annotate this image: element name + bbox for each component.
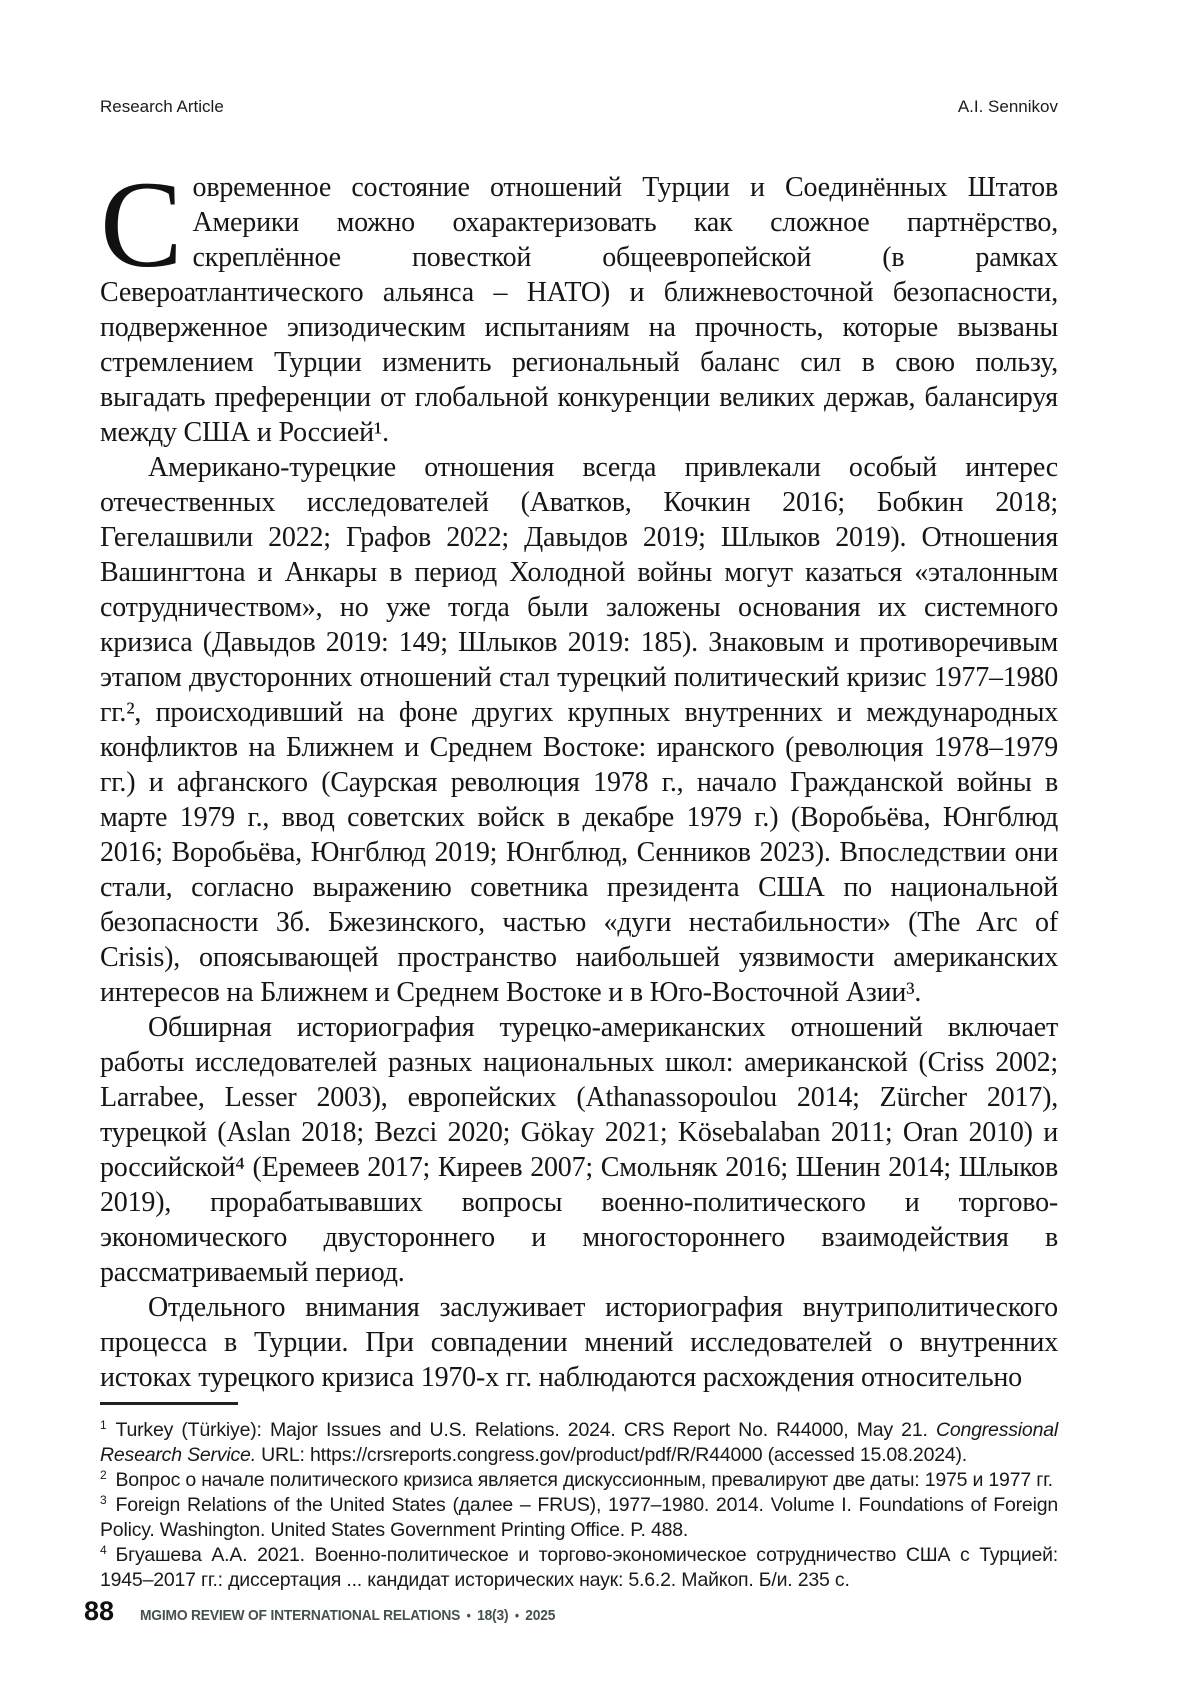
page-number: 88 [84, 1596, 115, 1626]
footnote-1-text: Turkey (Türkiye): Major Issues and U.S. Relations. 2024. CRS Report No. R44000, May 21. [115, 1419, 936, 1441]
paragraph-4: Отдельного внимания заслуживает историография внутриполитического процесса в Турции. При совпадении мнений исследователей о внутренних истоках турецкого кризиса 1970-х гг. наблюдаются расхождения относительно [100, 1292, 1058, 1393]
dropcap-letter: С [100, 156, 183, 293]
footnote-1-text-italic: Congressional Research Service. [100, 1419, 1058, 1466]
separator-dot: • [514, 1608, 519, 1623]
page-footer [84, 1596, 591, 1627]
separator-dot: • [466, 1608, 471, 1623]
footnote-2-text: Вопрос о начале политического кризиса является дискуссионным, превалируют две даты: 1975 и 1977 гг. [115, 1469, 1053, 1491]
paragraph-text: овременное состояние отношений Турции и Соединённых Штатов Америки можно охарактеризовать как сложное партнёрство, скреплённое повесткой общеевропейской (в рамках Североатлантического альянса – НАТО) и ближневосточной безопасности, подверженное эпизодическим испытаниям на прочность, которые вызваны стремлением Турции изменить региональный баланс сил в свою пользу, выгадать преференции от глобальной конкуренции великих держав, балансируя между США и Россией¹. [100, 172, 1058, 448]
publication-year: 2025 [525, 1607, 556, 1624]
article-body [100, 156, 1058, 1395]
footnote-1-marker: 1 [100, 1417, 107, 1432]
issue-number: 18(3) [477, 1607, 509, 1624]
footnote-4 [100, 1543, 1058, 1593]
footnote-3-marker: 3 [100, 1492, 107, 1507]
footnote-2-marker: 2 [100, 1467, 107, 1482]
footnote-4-marker: 4 [100, 1542, 107, 1557]
footnote-divider [100, 1402, 238, 1405]
journal-name-line [140, 1607, 555, 1624]
footnotes-section [100, 1402, 1058, 1593]
footnote-1 [100, 1418, 1058, 1468]
footnote-4-text: Бгуашева А.А. 2021. Военно-политическое и торгово-экономическое сотрудничество США с Турцией: 1945–2017 гг.: диссертация ... кандидат исторических наук: 5.6.2. Майкоп. Б/и. 235 с. [100, 1544, 1058, 1591]
footnote-3-text: Foreign Relations of the United States (далее – FRUS), 1977–1980. 2014. Volume I. Foundations of Foreign Policy. Washington. United States Government Printing Office. P. 488. [100, 1494, 1058, 1541]
footnote-3 [100, 1493, 1058, 1543]
page-header [100, 97, 1058, 117]
paragraph-1 [100, 156, 1058, 450]
author-name: A.I. Sennikov [957, 97, 1058, 116]
footnote-2 [100, 1468, 1058, 1493]
journal-name: MGIMO REVIEW OF INTERNATIONAL RELATIONS [140, 1607, 461, 1624]
footnote-1-url-text: URL: https://crsreports.congress.gov/product/pdf/R/R44000 (accessed 15.08.2024). [255, 1444, 968, 1466]
paragraph-2: Американо-турецкие отношения всегда привлекали особый интерес отечественных исследователей (Аватков, Кочкин 2016; Бобкин 2018; Гегелашвили 2022; Графов 2022; Давыдов 2019; Шлыков 2019). Отношения Вашингтона и Анкары в период Холодной войны могут казаться «эталонным сотрудничеством», но уже тогда были заложены основания их системного кризиса (Давыдов 2019: 149; Шлыков 2019: 185). Знаковым и противоречивым этапом двусторонних отношений стал турецкий политический кризис 1977–1980 гг.², происходивший на фоне других крупных внутренних и международных конфликтов на Ближнем и Среднем Востоке: иранского (революция 1978–1979 гг.) и афганского (Саурская революция 1978 г., начало Гражданской войны в марте 1979 г., ввод советских войск в декабре 1979 г.) (Воробьёва, Юнгблюд 2016; Воробьёва, Юнгблюд 2019; Юнгблюд, Сенников 2023). Впоследствии они стали, согласно выражению советника президента США по национальной безопасности Зб. Бжезинского, частью «дуги нестабильности» (The Arc of Crisis), опоясывающей пространство наибольшей уязвимости американских интересов на Ближнем и Среднем Востоке и в Юго-Восточной Азии³. [100, 452, 1058, 1008]
paragraph-3: Обширная историография турецко-американских отношений включает работы исследователей разных национальных школ: американской (Criss 2002; Larrabee, Lesser 2003), европейских (Athanassopoulou 2014; Zürcher 2017), турецкой (Aslan 2018; Bezci 2020; Gökay 2021; Kösebalaban 2011; Oran 2010) и российской⁴ (Еремеев 2017; Киреев 2007; Смольняк 2016; Шенин 2014; Шлыков 2019), прорабатывавших вопросы военно-политического и торгово-экономического двустороннего и многостороннего взаимодействия в рассматриваемый период. [100, 1012, 1058, 1288]
article-type-label: Research Article [100, 97, 224, 116]
